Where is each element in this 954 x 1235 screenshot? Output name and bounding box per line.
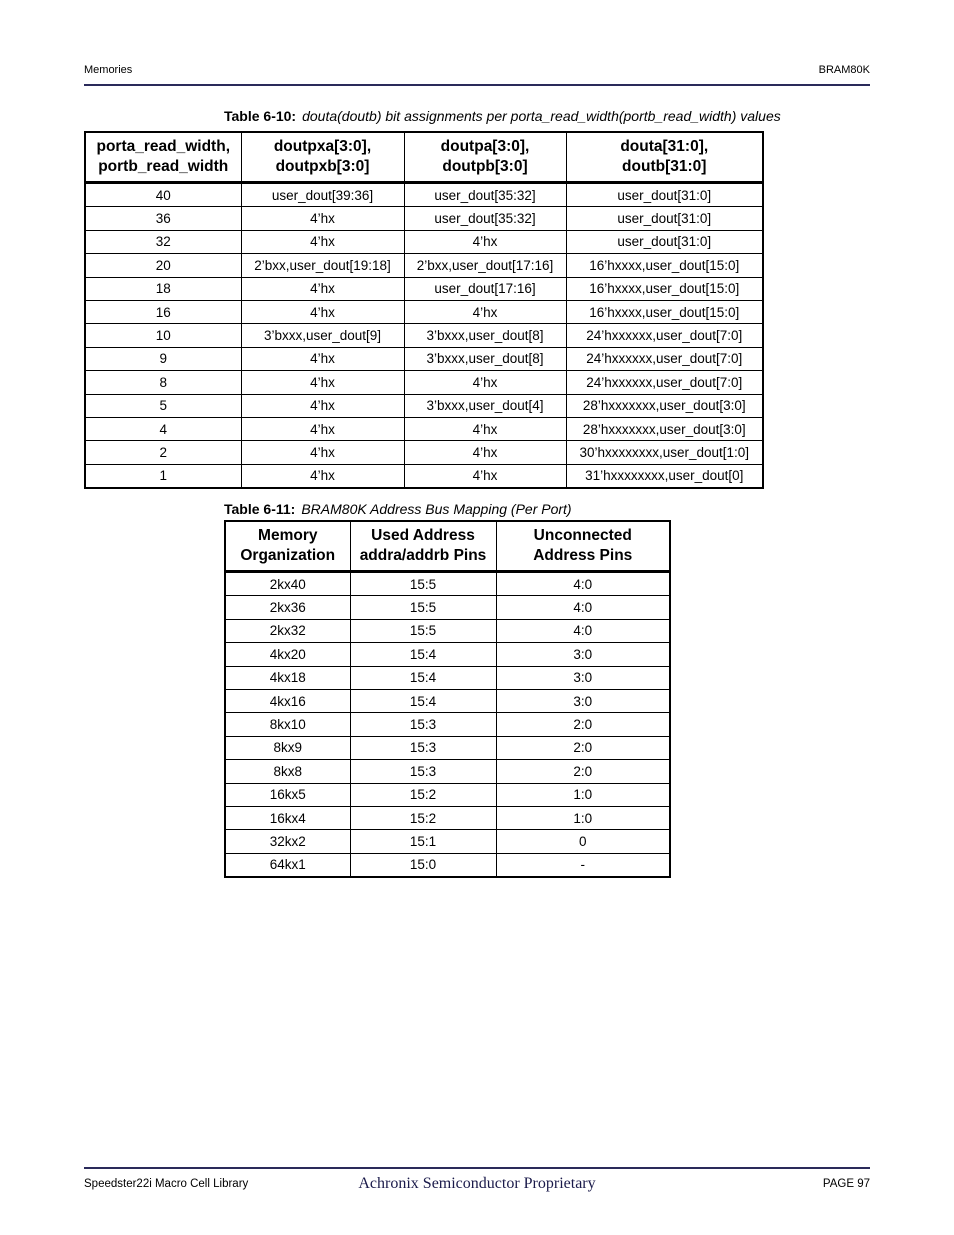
column-header (404, 132, 566, 183)
table-cell: 32kx2 (225, 830, 350, 853)
column-header-line: Used Address (371, 527, 475, 544)
table-cell: 3’bxxx,user_dout[4] (404, 394, 566, 417)
table-cell: 15:4 (350, 689, 496, 712)
column-header (241, 132, 404, 183)
table-cell: 16’hxxxx,user_dout[15:0] (566, 254, 763, 277)
table-cell: 1:0 (496, 806, 670, 829)
table-row (225, 830, 670, 853)
table-cell: 28’hxxxxxxx,user_dout[3:0] (566, 394, 763, 417)
column-header (225, 521, 350, 572)
table-body (225, 572, 670, 878)
table-cell: 4’hx (404, 300, 566, 323)
table-cell: 15:3 (350, 736, 496, 759)
table-cell: 31’hxxxxxxxx,user_dout[0] (566, 464, 763, 488)
table1-caption-text: douta(doutb) bit assignments per porta_read_width(portb_read_width) values (302, 108, 781, 124)
table2-caption (224, 501, 572, 517)
table-cell: 8 (85, 371, 241, 394)
table-cell: 1:0 (496, 783, 670, 806)
table-cell: user_dout[31:0] (566, 230, 763, 253)
table-cell: 2kx40 (225, 572, 350, 596)
column-header-line: Unconnected (533, 527, 632, 544)
table-row (85, 464, 763, 488)
table-row (225, 736, 670, 759)
table-cell: 4’hx (241, 417, 404, 440)
table-cell: 15:5 (350, 572, 496, 596)
table-cell: 4kx20 (225, 643, 350, 666)
table-row (85, 254, 763, 277)
table-cell: 30’hxxxxxxxx,user_dout[1:0] (566, 441, 763, 464)
table-cell: 4’hx (241, 230, 404, 253)
table-cell: 2 (85, 441, 241, 464)
table-row (85, 324, 763, 347)
table-cell: 2kx32 (225, 619, 350, 642)
table-cell: user_dout[17:16] (404, 277, 566, 300)
footer-page-number: PAGE 97 (822, 1178, 870, 1190)
column-header-line: portb_read_width (98, 158, 229, 175)
table2-caption-label: Table 6-11: (224, 501, 296, 517)
table1-caption (224, 108, 781, 124)
table-row (225, 713, 670, 736)
column-header (85, 132, 241, 183)
table-cell: user_dout[31:0] (566, 183, 763, 207)
table-cell: 15:2 (350, 806, 496, 829)
table-row (225, 783, 670, 806)
table-cell: user_dout[39:36] (241, 183, 404, 207)
footer-library-name: Speedster22i Macro Cell Library (84, 1178, 249, 1190)
table-cell: 0 (496, 830, 670, 853)
table-cell: 15:1 (350, 830, 496, 853)
column-header-line: doutb[31:0] (622, 158, 707, 175)
column-header (350, 521, 496, 572)
column-header-line: doutpa[3:0], (440, 138, 530, 155)
table-row (225, 689, 670, 712)
table-cell: 15:4 (350, 666, 496, 689)
column-header-line: addra/addrb Pins (359, 547, 487, 564)
table-row (225, 853, 670, 877)
table-body (85, 183, 763, 489)
table-cell: user_dout[31:0] (566, 207, 763, 230)
table-row (225, 572, 670, 596)
table-row (85, 417, 763, 440)
table-cell: 15:5 (350, 619, 496, 642)
header-component-name: BRAM80K (818, 64, 870, 76)
table-row (85, 277, 763, 300)
column-header-line: doutpb[3:0] (442, 158, 528, 175)
table-cell: 4’hx (404, 230, 566, 253)
address-mapping-table (224, 520, 671, 878)
table-cell: 40 (85, 183, 241, 207)
table-cell: 2:0 (496, 760, 670, 783)
column-header-line: Organization (240, 547, 336, 564)
table-cell: 4’hx (404, 371, 566, 394)
header-section-title: Memories (84, 64, 133, 76)
table-cell: 4’hx (241, 347, 404, 370)
table-cell: 4’hx (241, 441, 404, 464)
table-cell: 2:0 (496, 736, 670, 759)
table-cell: 4’hx (241, 207, 404, 230)
column-header (566, 132, 763, 183)
table-cell: 8kx9 (225, 736, 350, 759)
table-cell: 4:0 (496, 596, 670, 619)
table-cell: 2:0 (496, 713, 670, 736)
table-cell: 36 (85, 207, 241, 230)
table-cell: 18 (85, 277, 241, 300)
table-row (225, 666, 670, 689)
column-header-line: porta_read_width, (96, 138, 230, 155)
table-cell: 2’bxx,user_dout[17:16] (404, 254, 566, 277)
table1-caption-label: Table 6-10: (224, 108, 297, 124)
table-header-row (85, 132, 763, 183)
table-cell: 15:3 (350, 760, 496, 783)
table-cell: 16kx4 (225, 806, 350, 829)
table-cell: 24’hxxxxxx,user_dout[7:0] (566, 371, 763, 394)
table-row (85, 207, 763, 230)
table-cell: 4’hx (241, 277, 404, 300)
table-cell: 8kx8 (225, 760, 350, 783)
table-cell: 3’bxxx,user_dout[8] (404, 347, 566, 370)
table-row (85, 347, 763, 370)
table-cell: 3’bxxx,user_dout[8] (404, 324, 566, 347)
footer-proprietary-notice: Achronix Semiconductor Proprietary (358, 1175, 596, 1192)
table-cell: 3:0 (496, 643, 670, 666)
table-cell: 4:0 (496, 572, 670, 596)
table-cell: 15:5 (350, 596, 496, 619)
column-header-line: douta[31:0], (620, 138, 709, 155)
table-cell: 20 (85, 254, 241, 277)
table-cell: 4kx16 (225, 689, 350, 712)
page-header (84, 64, 870, 86)
table-cell: 32 (85, 230, 241, 253)
table-cell: user_dout[35:32] (404, 207, 566, 230)
table-cell: 15:2 (350, 783, 496, 806)
page-footer (84, 1167, 870, 1199)
table-cell: 16’hxxxx,user_dout[15:0] (566, 300, 763, 323)
table-cell: 8kx10 (225, 713, 350, 736)
table-cell: 15:4 (350, 643, 496, 666)
table-cell: 16 (85, 300, 241, 323)
table-cell: 15:3 (350, 713, 496, 736)
table-cell: 4’hx (241, 394, 404, 417)
table-header-row (225, 521, 670, 572)
table-row (85, 394, 763, 417)
table-row (225, 619, 670, 642)
table-row (85, 441, 763, 464)
table2-caption-text: BRAM80K Address Bus Mapping (Per Port) (301, 501, 572, 517)
column-header (496, 521, 670, 572)
table-cell: 4’hx (241, 464, 404, 488)
table-cell: 10 (85, 324, 241, 347)
table-cell: 28’hxxxxxxx,user_dout[3:0] (566, 417, 763, 440)
table-row (85, 183, 763, 207)
table-cell: 16’hxxxx,user_dout[15:0] (566, 277, 763, 300)
table-cell: 4:0 (496, 619, 670, 642)
table-row (225, 596, 670, 619)
table-cell: 64kx1 (225, 853, 350, 877)
table-cell: 4’hx (404, 464, 566, 488)
table-row (85, 371, 763, 394)
table-cell: 24’hxxxxxx,user_dout[7:0] (566, 347, 763, 370)
column-header-line: Address Pins (533, 547, 633, 564)
table-cell: 3:0 (496, 689, 670, 712)
bit-assignment-table (84, 131, 764, 489)
table-row (225, 806, 670, 829)
table-cell: - (496, 853, 670, 877)
table-cell: 4’hx (241, 371, 404, 394)
column-header-line: doutpxb[3:0] (275, 158, 370, 175)
table-cell: 5 (85, 394, 241, 417)
column-header-line: doutpxa[3:0], (273, 138, 372, 155)
table-cell: 4kx18 (225, 666, 350, 689)
table-cell: 1 (85, 464, 241, 488)
table-cell: 3:0 (496, 666, 670, 689)
table-row (225, 643, 670, 666)
table-cell: 4 (85, 417, 241, 440)
table-cell: 15:0 (350, 853, 496, 877)
table-cell: 9 (85, 347, 241, 370)
table-cell: 4’hx (404, 441, 566, 464)
table-cell: user_dout[35:32] (404, 183, 566, 207)
table-cell: 24’hxxxxxx,user_dout[7:0] (566, 324, 763, 347)
table-row (225, 760, 670, 783)
table-cell: 2kx36 (225, 596, 350, 619)
table-cell: 2’bxx,user_dout[19:18] (241, 254, 404, 277)
table-cell: 4’hx (241, 300, 404, 323)
table-row (85, 230, 763, 253)
table-row (85, 300, 763, 323)
column-header-line: Memory (258, 527, 318, 544)
table-cell: 3’bxxx,user_dout[9] (241, 324, 404, 347)
table-cell: 16kx5 (225, 783, 350, 806)
table-cell: 4’hx (404, 417, 566, 440)
